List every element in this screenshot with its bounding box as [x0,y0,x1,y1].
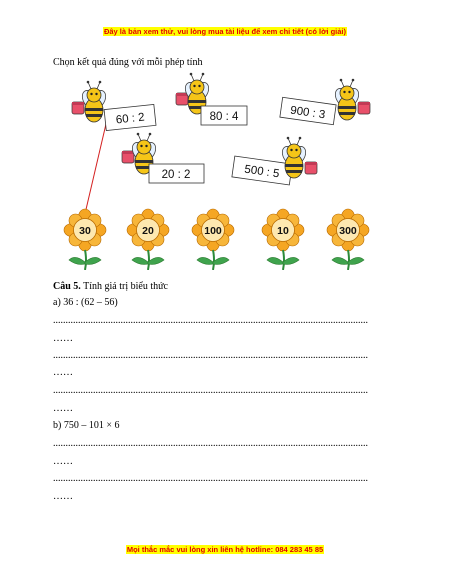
answer-line[interactable]: .............................................................................................................................. [53,350,368,361]
answer-connector-line [84,124,106,218]
question-5-label: Câu 5. [53,281,81,292]
card-label: 20 : 2 [161,169,191,181]
answer-line-continuation: …… [53,367,73,378]
card-label: 60 : 2 [115,111,146,127]
answer-line[interactable]: .............................................................................................................................. [53,473,368,484]
card-label: 500 : 5 [243,163,281,181]
flower-label: 10 [277,225,289,237]
flower-answer-5[interactable] [327,209,369,270]
answer-line[interactable]: .............................................................................................................................. [53,385,368,396]
preview-banner-text: Đây là bản xem thử, vui lòng mua tài liệu để xem chi tiết (có lời giải) [103,27,347,36]
card-label: 80 : 4 [209,111,239,123]
instruction-text: Chọn kết quả đúng với mỗi phép tính [53,57,203,68]
flower-label: 30 [79,225,91,237]
bee-card-2[interactable] [176,73,247,125]
flower-answer-3[interactable] [192,209,234,270]
bee-card-4[interactable] [122,133,204,183]
flower-icon [327,209,369,270]
matching-exercise [0,0,450,270]
bee-card-3[interactable] [280,79,370,125]
flower-icon [127,209,169,270]
bucket-icon [122,151,134,163]
question-5 [53,281,168,292]
answer-line[interactable]: .............................................................................................................................. [53,438,368,449]
flower-icon [192,209,234,270]
bucket-icon [358,102,370,114]
part-b-expression: b) 750 – 101 × 6 [53,420,120,431]
bucket-icon [176,93,188,105]
bucket-icon [72,102,84,114]
flower-icon [262,209,304,270]
flower-icon [64,209,106,270]
bee-icon [80,81,108,122]
flower-label: 100 [204,225,222,237]
card-label: 900 : 3 [289,104,326,122]
part-a-expression: a) 36 : (62 – 56) [53,297,118,308]
flower-answer-2[interactable] [127,209,169,270]
answer-line[interactable]: .............................................................................................................................. [53,315,368,326]
bee-icon [333,79,361,120]
bee-card-1[interactable] [72,81,156,131]
flower-label: 20 [142,225,154,237]
flower-answer-4[interactable] [262,209,304,270]
answer-line-continuation: …… [53,491,73,502]
question-5-text: Tính giá trị biểu thức [83,281,168,292]
answer-line-continuation: …… [53,456,73,467]
answer-line-continuation: …… [53,333,73,344]
bee-card-5[interactable] [232,137,317,185]
hotline-banner [0,545,450,554]
flower-answer-1[interactable] [64,209,106,270]
flower-label: 300 [339,225,357,237]
answer-line-continuation: …… [53,403,73,414]
hotline-banner-text: Mọi thắc mắc vui lòng xin liên hệ hotline: 084 283 45 85 [126,545,324,554]
bucket-icon [305,162,317,174]
